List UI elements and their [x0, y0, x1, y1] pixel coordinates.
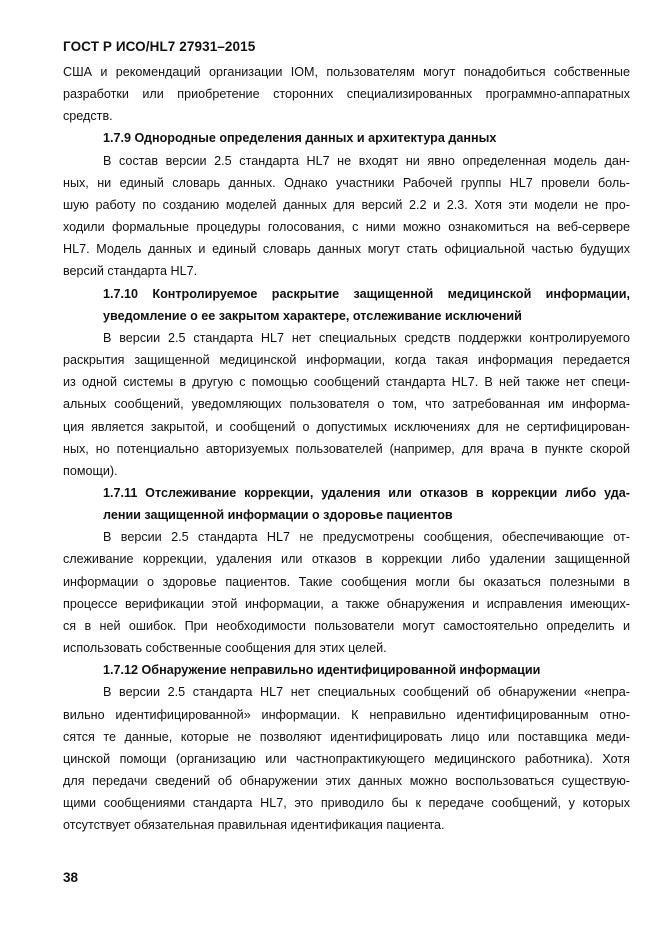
text-line: США и рекомендаций организации IOM, пользователям могут понадобиться собственные: [63, 65, 630, 79]
text-line: средств.: [63, 109, 113, 124]
text-line: ходили формальные процедуры голосования, с ними можно ознакомиться на веб-сервере: [63, 220, 630, 235]
text-line: В версии 2.5 стандарта HL7 нет специальных средств поддержки контролируемого: [103, 330, 630, 345]
text-line: ных, ни единый словарь данных. Однако участники Рабочей группы HL7 провели боль-: [63, 175, 630, 190]
text-line: слеживание коррекции, удаления или отказов в коррекции либо удалении защищенной: [63, 552, 630, 567]
text-line: ся в ней ошибок. При необходимости пользователи могут самостоятельно определить и: [63, 618, 630, 633]
text-line: ция является закрытой, и сообщений о допустимых исключениях для не сертифицирован-: [63, 419, 630, 434]
section-heading-1-7-10-cont: уведомление о ее закрытом характере, отслеживание исключений: [103, 308, 522, 323]
document-body: [63, 61, 630, 836]
text-line: использовать собственные сообщения для этих целей.: [63, 641, 387, 656]
text-line: разработки или приобретение сторонних специализированных программно-аппаратных: [63, 87, 630, 102]
text-line: версий стандарта HL7.: [63, 264, 198, 279]
text-line: шую работу по созданию моделей данных для версий 2.2 и 2.3. Хотя эти модели не про-: [63, 197, 630, 212]
section-heading-1-7-9: 1.7.9 Однородные определения данных и архитектура данных: [103, 131, 497, 146]
text-line: для передачи сведений об обнаружении этих данных можно воспользоваться существую-: [63, 774, 630, 788]
text-line: альных сообщений, уведомляющих пользователя о том, что затребованная им информа-: [63, 397, 630, 412]
text-line: В состав версии 2.5 стандарта HL7 не входят ни явно определенная модель дан-: [103, 153, 630, 168]
text-line: В версии 2.5 стандарта HL7 не предусмотрены сообщения, обеспечивающие от-: [103, 530, 630, 545]
text-line: отсутствует обязательная правильная идентификация пациента.: [63, 818, 445, 833]
text-line: вильно идентифицированной» информации. К неправильно идентифицированным отно-: [63, 707, 630, 722]
text-line: информации о здоровье пациентов. Такие сообщения могли бы оказаться полезными в: [63, 574, 630, 589]
text-line: ных, но потенциально авторизуемых пользователей (например, для врача в пункте скорой: [63, 441, 630, 456]
text-line: В версии 2.5 стандарта HL7 нет специальных сообщений об обнаружении «непра-: [103, 685, 630, 700]
text-line: процессе верификации этой информации, а также обнаружения и исправления имеющих-: [63, 596, 630, 611]
page-number: 38: [63, 870, 79, 885]
text-line: HL7. Модель данных и единый словарь данных могут стать официальной частью будущих: [63, 242, 630, 257]
text-line: цинской помощи (организацию или частнопрактикующего медицинского работника). Хотя: [63, 751, 630, 766]
text-line: раскрытия защищенной медицинской информации, когда такая информация передается: [63, 353, 630, 368]
text-line: из одной системы в другую с помощью сообщений стандарта HL7. В ней также нет специ-: [63, 375, 630, 390]
section-heading-1-7-12: 1.7.12 Обнаружение неправильно идентифицированной информации: [103, 663, 541, 678]
text-line: щими сообщениями стандарта HL7, это приводило бы к передаче сообщений, у которых: [63, 796, 630, 811]
document-header: ГОСТ Р ИСО/HL7 27931–2015: [63, 39, 256, 54]
section-heading-1-7-11-cont: лении защищенной информации о здоровье пациентов: [103, 508, 453, 523]
section-heading-1-7-11: 1.7.11 Отслеживание коррекции, удаления или отказов в коррекции либо уда-: [103, 485, 630, 500]
text-line: помощи).: [63, 463, 118, 478]
section-heading-1-7-10: 1.7.10 Контролируемое раскрытие защищенной медицинской информации,: [103, 286, 630, 301]
text-line: сятся те данные, которые не позволяют идентифицировать лицо или поставщика меди-: [63, 729, 630, 744]
